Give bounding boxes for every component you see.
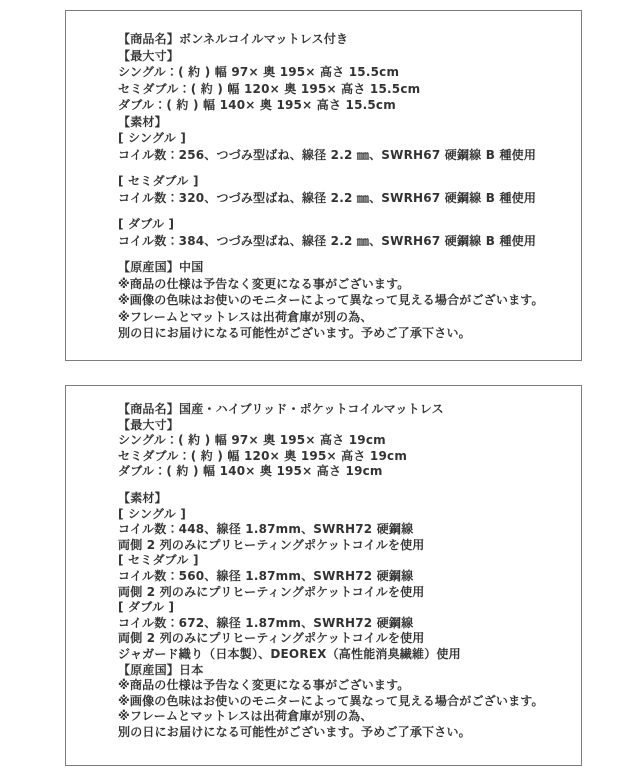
spec-text-line: シングル：( 約 ) 幅 97× 奥 195× 高さ 19cm (118, 433, 386, 448)
spec-text-line: ジャガード織り（日本製）、DEOREX（高性能消臭繊維）使用 (118, 646, 461, 661)
spec-text-line: 【商品名】ボンネルコイルマットレス付き (118, 32, 349, 46)
blank-line (118, 163, 567, 173)
spec-text-line: [ セミダブル ] (118, 174, 199, 188)
spec-text-line: ※画像の色味はお使いのモニターによって異なって見える場合がございます。 (118, 293, 544, 307)
spec-text-line: 【原産国】日本 (118, 662, 204, 677)
spec-text-line: [ ダブル ] (118, 217, 175, 231)
spec-text-line: ※フレームとマットレスは出荷倉庫が別の為、 (118, 709, 373, 724)
spec-text-line: コイル数：320、つづみ型ばね、線径 2.2 ㎜、SWRH67 硬鋼線 B 種使用 (118, 190, 537, 205)
spec-text-line: 両側 2 列のみにプリヒーティングポケットコイルを使用 (118, 631, 425, 646)
blank-line (118, 206, 567, 216)
blank-line (118, 480, 567, 491)
spec-text-line: 別の日にお届けになる可能性がございます。予めご了承下さい。 (118, 326, 471, 340)
spec-text-line: セミダブル：( 約 ) 幅 120× 奥 195× 高さ 19cm (118, 448, 408, 463)
spec-text-line: ※商品の仕様は予告なく変更になる事がございます。 (118, 678, 410, 693)
spec-text-line: 【素材】 (118, 490, 167, 505)
product-spec-box-bonnell-coil (65, 10, 582, 361)
spec-text-line: コイル数：560、線径 1.87mm、SWRH72 硬鋼線 (118, 568, 414, 583)
spec-text-line: 両側 2 列のみにプリヒーティングポケットコイルを使用 (118, 584, 425, 599)
spec-text-line: 【原産国】中国 (118, 260, 204, 274)
spec-text-line: 【素材】 (118, 114, 167, 129)
spec-text-line: コイル数：448、線径 1.87mm、SWRH72 硬鋼線 (118, 522, 414, 537)
blank-line (118, 249, 567, 259)
spec-text-line: ダブル：( 約 ) 幅 140× 奥 195× 高さ 19cm (118, 464, 383, 479)
spec-text-line: 別の日にお届けになる可能性がございます。予めご了承下さい。 (118, 724, 471, 739)
spec-text-line: ダブル：( 約 ) 幅 140× 奥 195× 高さ 15.5cm (118, 98, 396, 112)
spec-text-line: [ セミダブル ] (118, 553, 199, 568)
spec-text-line: [ シングル ] (118, 506, 187, 521)
spec-text-line: [ ダブル ] (118, 600, 175, 615)
spec-text-line: 【商品名】国産・ハイブリッド・ポケットコイルマットレス (118, 402, 444, 416)
spec-text-line: 【最大寸】 (118, 417, 180, 432)
spec-text-line: コイル数：384、つづみ型ばね、線径 2.2 ㎜、SWRH67 硬鋼線 B 種使用 (118, 233, 537, 248)
spec-text-line: [ シングル ] (118, 131, 187, 145)
spec-text-line: コイル数：256、つづみ型ばね、線径 2.2 ㎜、SWRH67 硬鋼線 B 種使用 (118, 147, 537, 162)
spec-text-line: コイル数：672、線径 1.87mm、SWRH72 硬鋼線 (118, 615, 414, 630)
spec-text-line: ※フレームとマットレスは出荷倉庫が別の為、 (118, 309, 373, 324)
product-spec-box-pocket-coil (65, 385, 582, 766)
spec-text-line: セミダブル：( 約 ) 幅 120× 奥 195× 高さ 15.5cm (118, 81, 421, 96)
spec-text-line: ※商品の仕様は予告なく変更になる事がございます。 (118, 276, 410, 291)
spec-text-line: シングル：( 約 ) 幅 97× 奥 195× 高さ 15.5cm (118, 65, 400, 79)
spec-text-line: 【最大寸】 (118, 48, 180, 63)
spec-text-line: ※画像の色味はお使いのモニターによって異なって見える場合がございます。 (118, 693, 544, 708)
spec-text-line: 両側 2 列のみにプリヒーティングポケットコイルを使用 (118, 537, 425, 552)
